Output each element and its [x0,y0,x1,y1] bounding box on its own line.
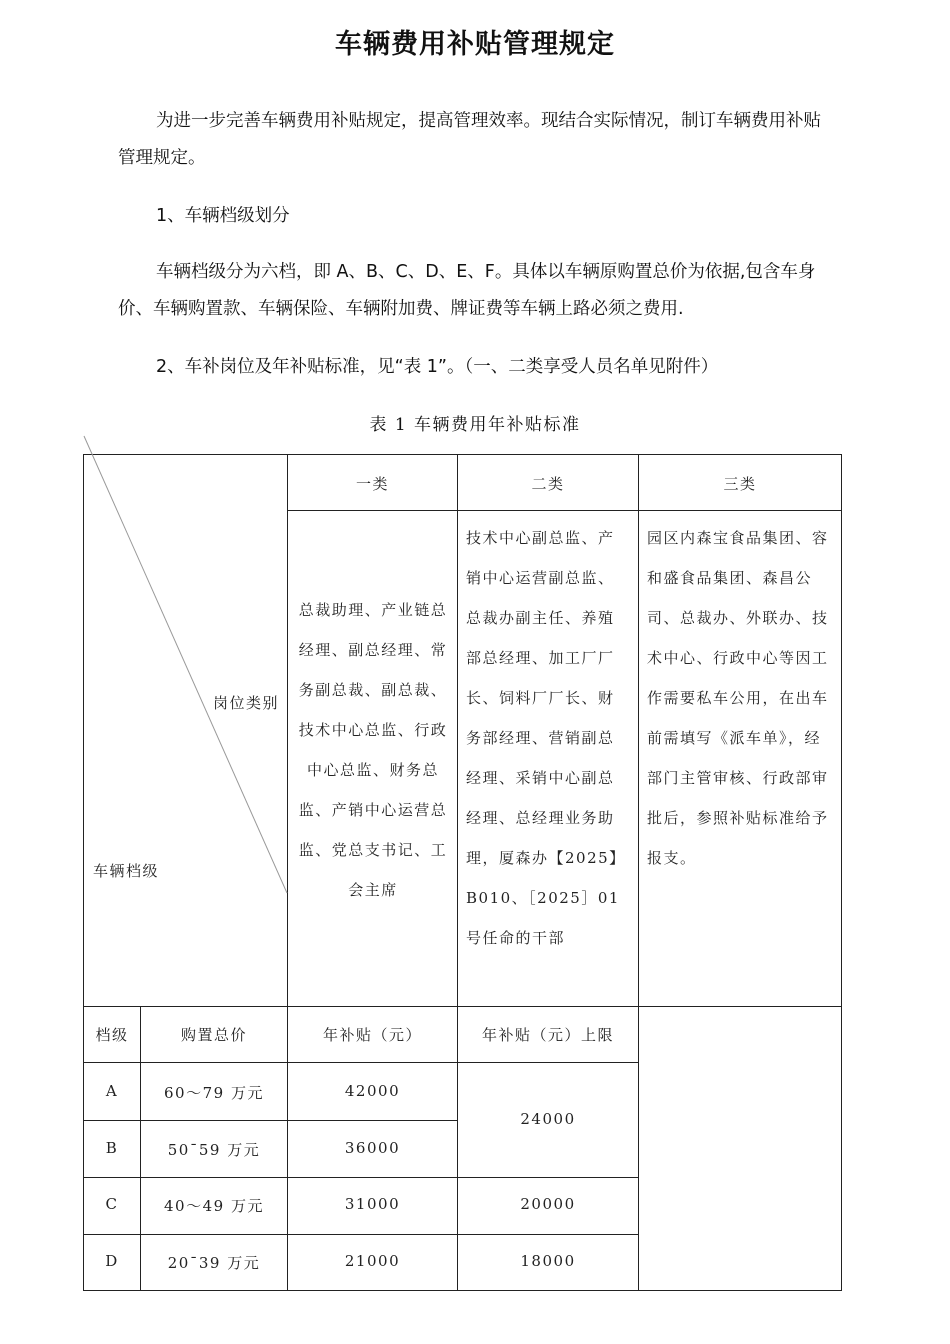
row-b-grade: B [105,1139,119,1157]
row-b-price: 50¯59 万元 [167,1141,261,1159]
section2-heading: 2、车补岗位及年补贴标准，见“表 1”。（一、二类享受人员名单见附件） [156,357,719,377]
row-d-cap: 18000 [520,1252,576,1270]
row-c-cap: 20000 [520,1195,576,1213]
section1-heading: 1、车辆档级划分 [156,206,290,226]
row-b-subsidy: 36000 [344,1139,401,1157]
header-cap: 年补贴（元）上限 [481,1026,614,1044]
row-c-price: 40～49 万元 [164,1197,264,1215]
row-a-grade: A [105,1082,119,1100]
row-a-subsidy: 42000 [344,1082,401,1100]
header-grade: 档级 [95,1026,129,1044]
category-2-positions: 技术中心副总监、产销中心运营副总监、总裁办副主任、养殖部总经理、加工厂厂长、饲料厂厂长、财务部经理、营销副总经理、采销中心副总经理、总经理业务助理，厦森办【2025】B010、［2025］01 号任命的干部 [466,529,626,947]
row-d-grade: D [105,1252,119,1270]
category-header-2: 二类 [531,475,565,493]
corner-top-label: 岗位类别 [213,694,280,712]
cap-ab: 24000 [520,1110,576,1128]
document-title: 车辆费用补贴管理规定 [335,29,615,60]
intro-paragraph: 为进一步完善车辆费用补贴规定，提高管理效率。现结合实际情况，制订车辆费用补贴管理规定。 [118,111,821,168]
category-3-positions: 园区内森宝食品集团、容和盛食品集团、森昌公司、总裁办、外联办、技术中心、行政中心等因工作需要私车公用，在出车前需填写《派车单》，经部门主管审核、行政部审批后，参照补贴标准给予报支。 [647,529,829,867]
category-1-positions: 总裁助理、产业链总经理、副总经理、常务副总裁、副总裁、技术中心总监、行政中心总监、财务总监、产销中心运营总监、党总支书记、工会主席 [298,601,448,899]
corner-bottom-label: 车辆档级 [93,862,160,880]
row-d-price: 20¯39 万元 [167,1254,261,1272]
header-subsidy: 年补贴（元） [322,1026,422,1044]
header-price: 购置总价 [180,1026,247,1044]
category-header-1: 一类 [355,475,389,493]
corner-diagonal [84,436,287,893]
row-d-subsidy: 21000 [344,1252,401,1270]
row-c-subsidy: 31000 [344,1195,401,1213]
table-caption: 表 1 车辆费用年补贴标准 [369,415,581,435]
category-header-3: 三类 [723,475,757,493]
row-a-price: 60～79 万元 [164,1084,264,1102]
row-c-grade: C [105,1195,119,1213]
section1-body: 车辆档级分为六档，即 A、B、C、D、E、F。具体以车辆原购置总价为依据,包含车身价、车辆购置款、车辆保险、车辆附加费、牌证费等车辆上路必须之费用. [118,262,816,319]
